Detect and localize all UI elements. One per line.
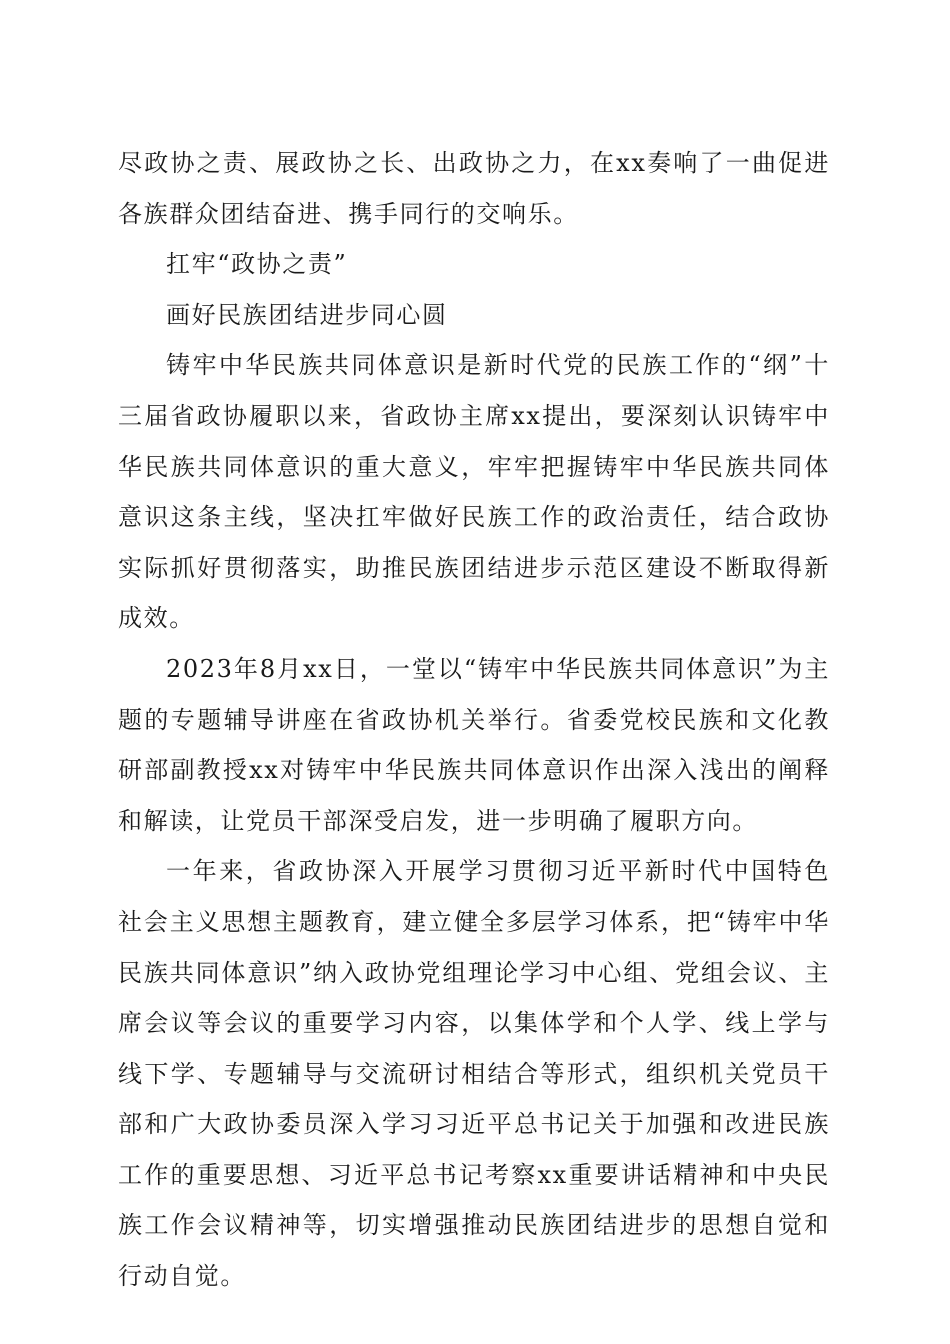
section-heading-line-2: 画好民族团结进步同心圆 (166, 300, 448, 329)
document-body (118, 138, 830, 1302)
paragraph-body: 铸牢中华民族共同体意识是新时代党的民族工作的“纲”十三届省政协履职以来，省政协主席xx提出，要深刻认识铸牢中华民族共同体意识的重大意义，牢牢把握铸牢中华民族共同体意识这条主线，坚决扛牢做好民族工作的政治责任，结合政协实际抓好贯彻落实，助推民族团结进步示范区建设不断取得新成效。 (118, 351, 830, 633)
paragraph-body: 一年来，省政协深入开展学习贯彻习近平新时代中国特色社会主义思想主题教育，建立健全多层学习体系，把“铸牢中华民族共同体意识”纳入政协党组理论学习中心组、党组会议、主席会议等会议的重要学习内容，以集体学和个人学、线上学与线下学、专题辅导与交流研讨相结合等形式，组织机关党员干部和广大政协委员深入学习习近平总书记关于加强和改进民族工作的重要思想、习近平总书记考察xx重要讲话精神和中央民族工作会议精神等，切实增强推动民族团结进步的思想自觉和行动自觉。 (118, 857, 830, 1291)
paragraph-body: 2023年8月xx日，一堂以“铸牢中华民族共同体意识”为主题的专题辅导讲座在省政协机关举行。省委党校民族和文化教研部副教授xx对铸牢中华民族共同体意识作出深入浅出的阐释和解读，让党员干部深受启发，进一步明确了履职方向。 (118, 654, 830, 835)
paragraph-intro-continuation: 尽政协之责、展政协之长、出政协之力，在xx奏响了一曲促进各族群众团结奋进、携手同行的交响乐。 (118, 149, 830, 228)
section-heading-line-1: 扛牢“政协之责” (166, 250, 348, 279)
